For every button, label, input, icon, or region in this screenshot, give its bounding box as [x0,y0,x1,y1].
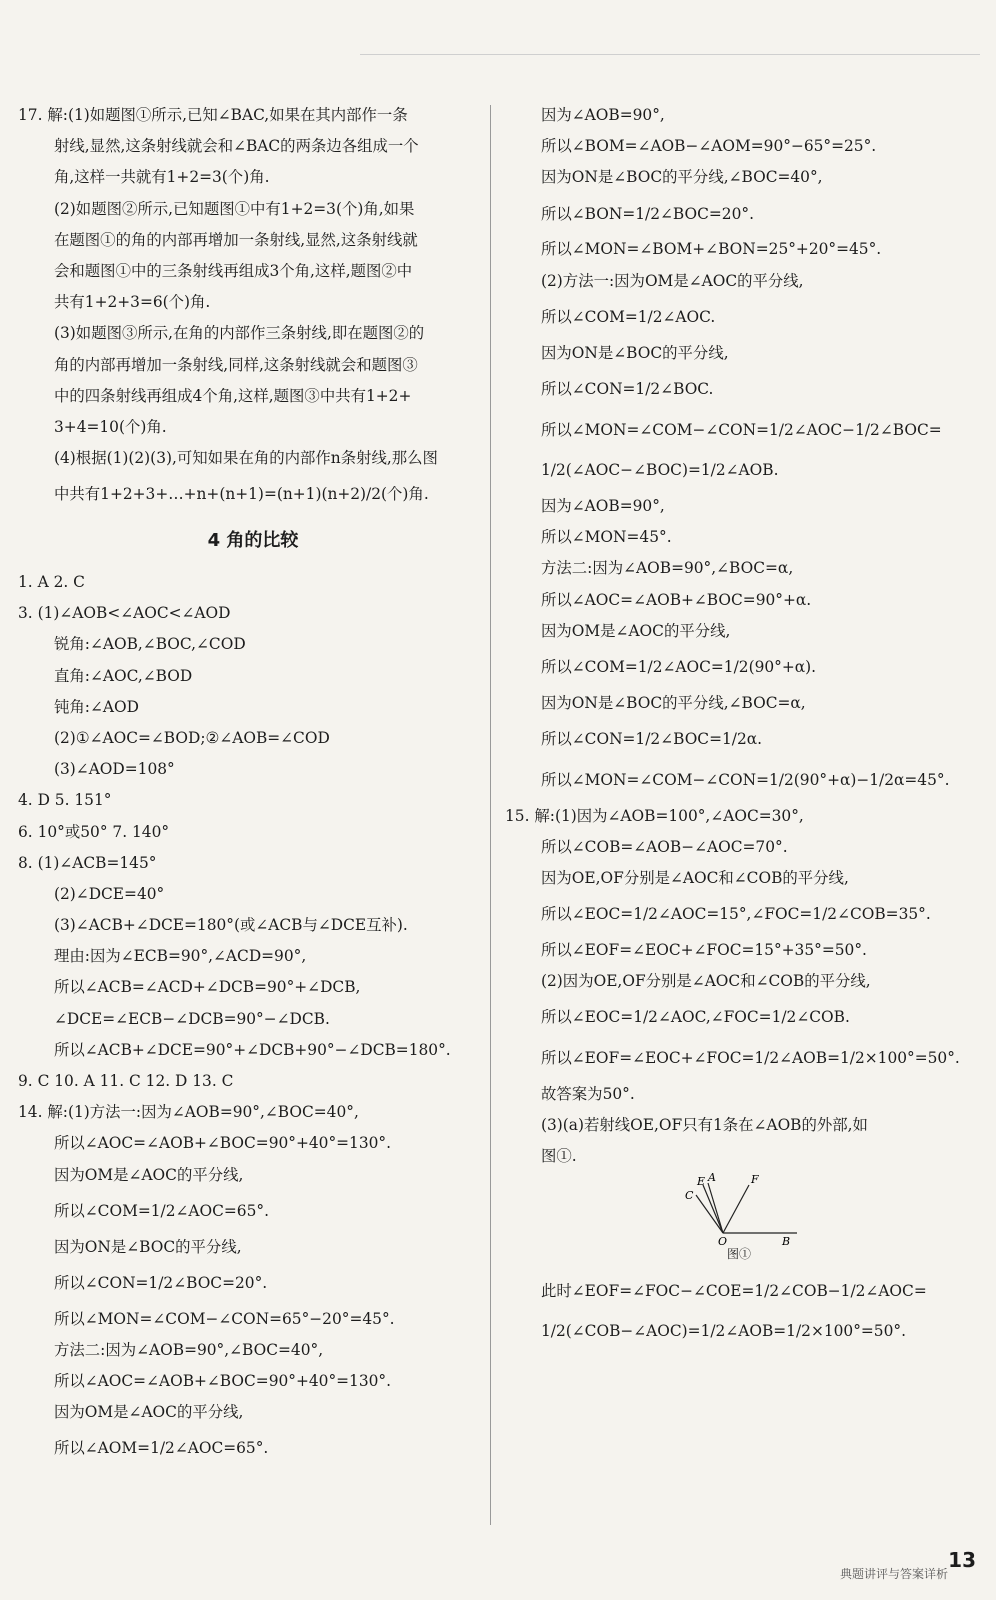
label-E: E [697,1174,706,1188]
text-line: 故答案为50°. [541,1084,635,1103]
angle-figure [505,1173,975,1271]
text-line: 因为∠AOB=90°, [541,497,665,516]
text-line: 中共有1+2+3+…+n+(n+1)=(n+1)(n+2)/2(个)角. [54,485,429,504]
text-line: 在题图①的角的内部再增加一条射线,显然,这条射线就 [54,230,418,249]
text-line: 方法二:因为∠AOB=90°,∠BOC=α, [541,559,794,578]
text-line: (2)①∠AOC=∠BOD;②∠AOB=∠COD [54,728,330,747]
text-line: 因为ON是∠BOC的平分线, [541,343,729,362]
text-line: 会和题图①中的三条射线再组成3个角,这样,题图②中 [54,261,413,280]
text-line: 所以∠EOC=1/2∠AOC=15°,∠FOC=1/2∠COB=35°. [541,905,931,924]
text-line: 所以∠COM=1/2∠AOC. [541,307,716,326]
text-line: ∠DCE=∠ECB−∠DCB=90°−∠DCB. [54,1009,330,1028]
footer-label: 典题讲评与答案详析 [839,1567,948,1581]
label-B: B [782,1234,791,1247]
text-line: 所以∠MON=∠COM−∠CON=1/2(90°+α)−1/2α=45°. [541,770,950,789]
text-line: 8. (1)∠ACB=145° [18,853,157,872]
text-line: 因为OM是∠AOC的平分线, [54,1165,244,1184]
text-line: 因为OM是∠AOC的平分线, [541,621,731,640]
text-line: 所以∠BON=1/2∠BOC=20°. [541,204,754,223]
text-line: 角的内部再增加一条射线,同样,这条射线就会和题图③ [54,355,418,374]
column-divider [490,105,491,1525]
text-line: 角,这样一共就有1+2=3(个)角. [54,168,270,187]
label-C: C [685,1188,694,1202]
figure-caption: 图① [727,1246,752,1261]
angle-diagram [665,1173,805,1247]
left-column [18,100,488,1469]
text-line: 所以∠CON=1/2∠BOC=1/2α. [541,730,763,749]
text-line: 17. 解:(1)如题图①所示,已知∠BAC,如果在其内部作一条 [18,106,408,124]
text-line: 所以∠MON=45°. [541,528,672,547]
text-line: 所以∠COM=1/2∠AOC=1/2(90°+α). [541,658,817,677]
label-A: A [708,1172,716,1184]
text-line: (3)如题图③所示,在角的内部作三条射线,即在题图②的 [54,324,425,343]
text-line: 所以∠CON=1/2∠BOC. [541,379,714,398]
label-F: F [751,1172,759,1186]
section-title: 4 角的比较 [207,530,299,552]
text-line: 3. (1)∠AOB<∠AOC<∠AOD [18,604,231,623]
text-line: 所以∠AOC=∠AOB+∠BOC=90°+α. [541,590,812,609]
text-line: 因为OE,OF分别是∠AOC和∠COB的平分线, [541,869,849,887]
text-line: (2)方法一:因为OM是∠AOC的平分线, [541,271,804,290]
text-line: 理由:因为∠ECB=90°,∠ACD=90°, [54,947,307,966]
text-line: 因为ON是∠BOC的平分线, [54,1237,242,1256]
text-line: 1/2(∠COB−∠AOC)=1/2∠AOB=1/2×100°=50°. [541,1322,906,1341]
text-line: 所以∠AOC=∠AOB+∠BOC=90°+40°=130°. [54,1371,392,1390]
text-line: 此时∠EOF=∠FOC−∠COE=1/2∠COB−1/2∠AOC= [541,1281,927,1300]
text-line: 所以∠EOF=∠EOC+∠FOC=15°+35°=50°. [541,940,867,959]
text-line: 15. 解:(1)因为∠AOB=100°,∠AOC=30°, [505,806,804,825]
text-line: 方法二:因为∠AOB=90°,∠BOC=40°, [54,1340,324,1359]
text-line: 因为OM是∠AOC的平分线, [54,1403,244,1422]
text-line: 射线,显然,这条射线就会和∠BAC的两条边各组成一个 [54,137,419,156]
text-line: 中的四条射线再组成4个角,这样,题图③中共有1+2+ [54,386,412,405]
text-line: 14. 解:(1)方法一:因为∠AOB=90°,∠BOC=40°, [18,1103,359,1122]
text-line: 所以∠AOC=∠AOB+∠BOC=90°+40°=130°. [54,1134,392,1153]
right-column [505,100,975,1352]
text-line: 锐角:∠AOB,∠BOC,∠COD [54,635,246,654]
text-line: (3)(a)若射线OE,OF只有1条在∠AOB的外部,如 [541,1116,868,1135]
text-line: 所以∠EOF=∠EOC+∠FOC=1/2∠AOB=1/2×100°=50°. [541,1049,960,1068]
text-line: (2)∠DCE=40° [54,884,165,903]
text-line: 所以∠BOM=∠AOB−∠AOM=90°−65°=25°. [541,137,877,156]
text-line: 1. A 2. C [18,573,85,592]
text-line: (2)因为OE,OF分别是∠AOC和∠COB的平分线, [541,972,871,991]
text-line: 4. D 5. 151° [18,791,112,810]
page-number: 13 [948,1548,976,1572]
text-line: 所以∠MON=∠COM−∠CON=65°−20°=45°. [54,1309,395,1328]
text-line: (2)如题图②所示,已知题图①中有1+2=3(个)角,如果 [54,199,415,218]
text-line: 直角:∠AOC,∠BOD [54,666,193,685]
text-line: 所以∠MON=∠COM−∠CON=1/2∠AOC−1/2∠BOC= [541,420,942,439]
text-line: 所以∠ACB=∠ACD+∠DCB=90°+∠DCB, [54,978,361,997]
text-line: 所以∠COB=∠AOB−∠AOC=70°. [541,837,788,856]
text-line: 所以∠COM=1/2∠AOC=65°. [54,1201,269,1220]
text-line: (4)根据(1)(2)(3),可知如果在角的内部作n条射线,那么图 [54,449,438,468]
text-line: 图①. [541,1147,577,1166]
text-line: 因为∠AOB=90°, [541,106,665,124]
text-line: 因为ON是∠BOC的平分线,∠BOC=α, [541,693,806,712]
text-line: 因为ON是∠BOC的平分线,∠BOC=40°, [541,168,823,187]
top-rule [360,54,980,55]
text-line: 3+4=10(个)角. [54,417,167,436]
text-line: 所以∠CON=1/2∠BOC=20°. [54,1273,268,1292]
text-line: 所以∠ACB+∠DCE=90°+∠DCB+90°−∠DCB=180°. [54,1040,451,1059]
text-line: 所以∠EOC=1/2∠AOC,∠FOC=1/2∠COB. [541,1008,850,1027]
label-O: O [718,1234,728,1247]
text-line: 6. 10°或50° 7. 140° [18,822,170,841]
text-line: 1/2(∠AOC−∠BOC)=1/2∠AOB. [541,461,779,480]
text-line: 所以∠AOM=1/2∠AOC=65°. [54,1439,269,1458]
text-line: 9. C 10. A 11. C 12. D 13. C [18,1072,234,1091]
text-line: 钝角:∠AOD [54,697,139,716]
text-line: (3)∠ACB+∠DCE=180°(或∠ACB与∠DCE互补). [54,916,408,935]
text-line: 共有1+2+3=6(个)角. [54,293,211,312]
text-line: 所以∠MON=∠BOM+∠BON=25°+20°=45°. [541,240,882,259]
text-line: (3)∠AOD=108° [54,760,175,779]
